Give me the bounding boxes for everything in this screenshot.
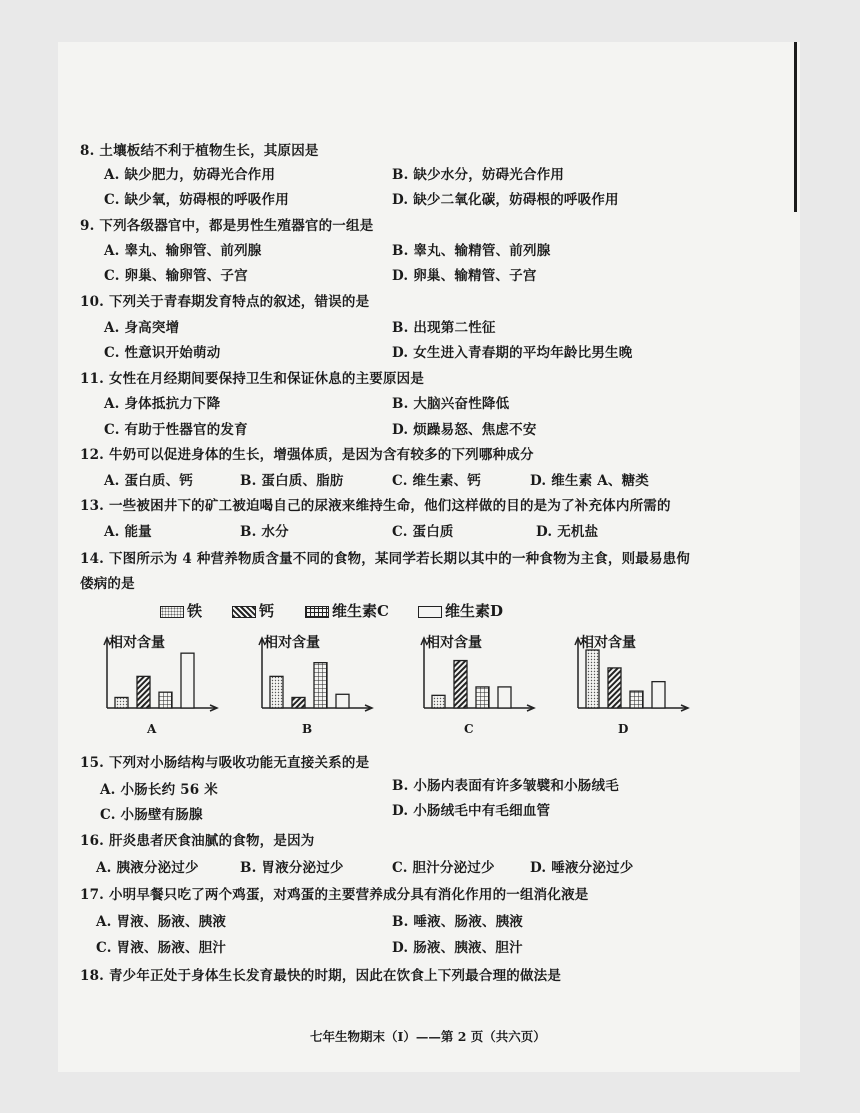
chart-food-d [566, 628, 696, 738]
bar-calcium [454, 661, 467, 708]
question-13-option-c: C. 蛋白质 [392, 524, 454, 540]
legend-swatch-vitamin-d [418, 606, 442, 618]
question-17-option-b: B. 唾液、肠液、胰液 [392, 914, 524, 930]
chart-legend [160, 600, 580, 622]
chart-food-b [250, 628, 380, 738]
question-15-option-b: B. 小肠内表面有许多皱襞和小肠绒毛 [392, 778, 619, 794]
question-12-option-c: C. 维生素、钙 [392, 473, 482, 489]
legend-swatch-vitamin-c [305, 606, 329, 618]
question-8-option-b: B. 缺少水分，妨碍光合作用 [392, 167, 565, 183]
question-11-option-c: C. 有助于性器官的发育 [104, 422, 248, 438]
chart-food-c [412, 628, 542, 738]
question-15-option-d: D. 小肠绒毛中有毛细血管 [392, 803, 551, 819]
question-9-stem: 9. 下列各级器官中，都是男性生殖器官的一组是 [80, 218, 374, 234]
chart-food-a-ylabel: 相对含量 [109, 635, 165, 651]
question-12-option-d: D. 维生素 A、糖类 [530, 473, 649, 489]
bar-vitamin-c [314, 663, 327, 708]
question-8-option-c: C. 缺少氧，妨碍根的呼吸作用 [104, 192, 289, 208]
legend-item-calcium: 钙 [232, 600, 274, 621]
bar-calcium [292, 697, 305, 708]
question-9-option-b: B. 睾丸、输精管、前列腺 [392, 243, 551, 259]
chart-food-c-ylabel: 相对含量 [426, 635, 482, 651]
chart-food-b-label: B [302, 722, 313, 736]
chart-food-a-label: A [147, 722, 157, 736]
question-11-stem: 11. 女性在月经期间要保持卫生和保证休息的主要原因是 [80, 371, 425, 387]
question-9-option-d: D. 卵巢、输精管、子宫 [392, 268, 537, 284]
question-10-option-b: B. 出现第二性征 [392, 320, 496, 336]
question-10-option-d: D. 女生进入青春期的平均年龄比男生晚 [392, 345, 633, 361]
chart-food-d-ylabel: 相对含量 [580, 635, 636, 651]
bar-vitamin-c [159, 692, 172, 708]
bar-vitamin-d [181, 653, 194, 708]
question-17-option-c: C. 胃液、肠液、胆汁 [96, 940, 227, 956]
question-11-option-d: D. 烦躁易怒、焦虑不安 [392, 422, 537, 438]
question-13-option-b: B. 水分 [240, 524, 289, 540]
question-15-option-c: C. 小肠壁有肠腺 [100, 807, 203, 823]
bar-calcium [137, 676, 150, 708]
legend-swatch-calcium [232, 606, 256, 618]
question-14-stem-continued: 偻病的是 [80, 576, 135, 592]
question-8-option-a: A. 缺少肥力，妨碍光合作用 [104, 167, 276, 183]
question-14-stem: 14. 下图所示为 4 种营养物质含量不同的食物，某同学若长期以其中的一种食物为主食，则最易患佝 [80, 551, 691, 567]
question-13-option-d: D. 无机盐 [536, 524, 599, 540]
question-17-stem: 17. 小明早餐只吃了两个鸡蛋，对鸡蛋的主要营养成分具有消化作用的一组消化液是 [80, 887, 589, 903]
question-16-option-d: D. 唾液分泌过少 [530, 860, 634, 876]
bar-iron [432, 695, 445, 708]
bar-vitamin-d [652, 682, 665, 708]
question-16-option-b: B. 胃液分泌过少 [240, 860, 344, 876]
legend-item-vitamin-c: 维生素C [305, 600, 389, 621]
question-11-option-a: A. 身体抵抗力下降 [104, 396, 221, 412]
question-13-option-a: A. 能量 [104, 524, 152, 540]
question-10-option-c: C. 性意识开始萌动 [104, 345, 221, 361]
legend-swatch-iron [160, 606, 184, 618]
question-12-option-b: B. 蛋白质、脂肪 [240, 473, 344, 489]
page-edge-shadow [794, 42, 797, 212]
question-17-option-a: A. 胃液、肠液、胰液 [96, 914, 227, 930]
question-15-stem: 15. 下列对小肠结构与吸收功能无直接关系的是 [80, 755, 370, 771]
question-16-option-a: A. 胰液分泌过少 [96, 860, 199, 876]
question-10-stem: 10. 下列关于青春期发育特点的叙述，错误的是 [80, 294, 370, 310]
legend-item-vitamin-d: 维生素D [418, 600, 503, 621]
question-9-option-a: A. 睾丸、输卵管、前列腺 [104, 243, 262, 259]
chart-food-b-ylabel: 相对含量 [264, 635, 320, 651]
bar-iron [270, 676, 283, 708]
bar-vitamin-d [336, 694, 349, 708]
bar-vitamin-d [498, 687, 511, 708]
question-16-stem: 16. 肝炎患者厌食油腻的食物，是因为 [80, 833, 315, 849]
bar-iron [115, 697, 128, 708]
question-13-stem: 13. 一些被困井下的矿工被迫喝自己的尿液来维持生命，他们这样做的目的是为了补充体内所需的 [80, 498, 671, 514]
question-8-stem: 8. 土壤板结不利于植物生长，其原因是 [80, 143, 319, 159]
question-16-option-c: C. 胆汁分泌过少 [392, 860, 495, 876]
bar-iron [586, 650, 599, 708]
question-12-option-a: A. 蛋白质、钙 [104, 473, 193, 489]
chart-food-d-label: D [618, 722, 629, 736]
page-footer: 七年生物期末（Ⅰ）——第 2 页（共六页） [310, 1029, 546, 1044]
legend-item-iron: 铁 [160, 600, 202, 621]
question-15-option-a: A. 小肠长约 56 米 [100, 782, 218, 798]
bar-calcium [608, 668, 621, 708]
chart-food-a [95, 628, 225, 738]
bar-vitamin-c [630, 691, 643, 708]
question-9-option-c: C. 卵巢、输卵管、子宫 [104, 268, 248, 284]
question-12-stem: 12. 牛奶可以促进身体的生长，增强体质，是因为含有较多的下列哪种成分 [80, 447, 534, 463]
question-11-option-b: B. 大脑兴奋性降低 [392, 396, 510, 412]
bar-vitamin-c [476, 687, 489, 708]
chart-food-c-label: C [464, 722, 474, 736]
question-8-option-d: D. 缺少二氧化碳，妨碍根的呼吸作用 [392, 192, 619, 208]
question-18-stem: 18. 青少年正处于身体生长发育最快的时期，因此在饮食上下列最合理的做法是 [80, 968, 562, 984]
question-17-option-d: D. 肠液、胰液、胆汁 [392, 940, 523, 956]
question-10-option-a: A. 身高突增 [104, 320, 180, 336]
